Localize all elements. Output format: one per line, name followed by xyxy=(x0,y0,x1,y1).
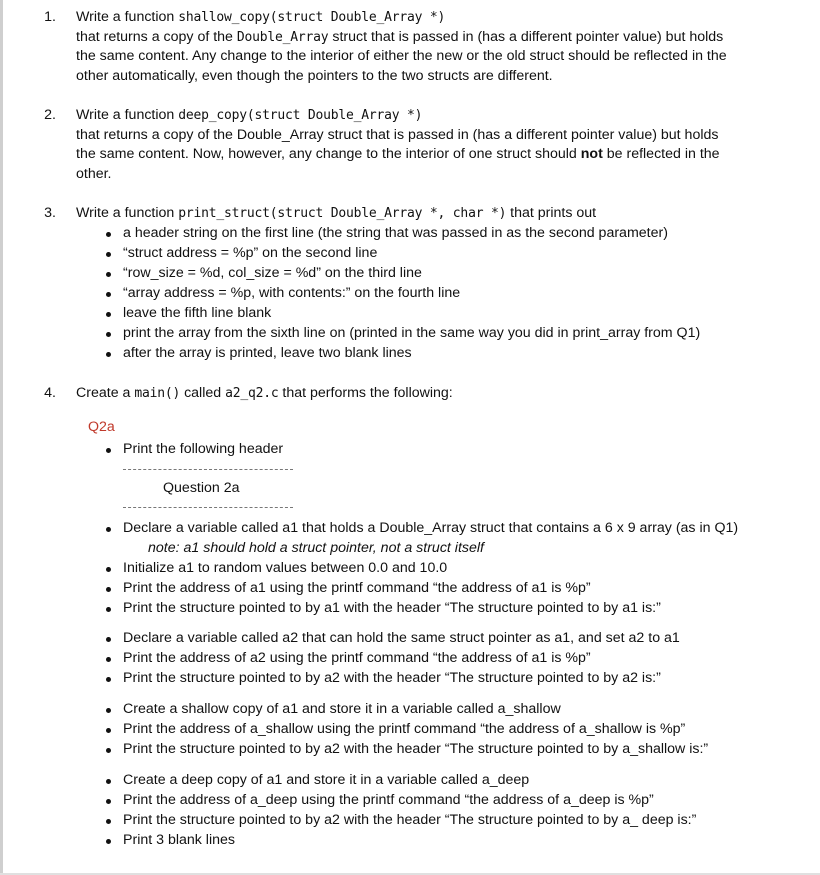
q4-g1-item-2: Initialize a1 to random values between 0.0 and 10.0 xyxy=(123,560,448,576)
q4-note: note: a1 should hold a struct pointer, not a struct itself xyxy=(148,540,484,556)
q3-bullet-5: leave the fifth line blank xyxy=(123,305,272,321)
q4-line-1: Create a main() called a2_q2.c that performs the following: xyxy=(76,385,453,401)
q4-g1-item-3: Print the address of a1 using the printf command “the address of a1 is %p” xyxy=(123,580,591,596)
q3-bullet-2: “struct address = %p” on the second line xyxy=(123,245,378,261)
bullet-dot xyxy=(106,839,111,844)
q4-g4-item-3: Print the structure pointed to by a2 with the header “The structure pointed to by a_ deep is:” xyxy=(123,812,697,828)
bullet-dot xyxy=(106,677,111,682)
q2-line-4: other. xyxy=(76,166,112,182)
header-dashed-rule-top xyxy=(123,469,293,470)
bullet-dot xyxy=(106,567,111,572)
bullet-dot xyxy=(106,637,111,642)
bullet-dot xyxy=(106,607,111,612)
bullet-dot xyxy=(106,779,111,784)
q4-g2-item-3: Print the structure pointed to by a2 with the header “The structure pointed to by a2 is:” xyxy=(123,670,661,686)
q2-line-2: that returns a copy of the Double_Array struct that is passed in (has a different pointer value) but holds xyxy=(76,127,719,143)
q4-header-bullet: Print the following header xyxy=(123,441,284,457)
q4-g1-item-1: Declare a variable called a1 that holds a Double_Array struct that contains a 6 x 9 array (as in Q1) xyxy=(123,520,739,536)
q3-bullet-6: print the array from the sixth line on (printed in the same way you did in print_array from Q1) xyxy=(123,325,701,341)
q4-g2-item-1: Declare a variable called a2 that can hold the same struct pointer as a1, and set a2 to a1 xyxy=(123,630,680,646)
bullet-dot xyxy=(106,657,111,662)
bullet-dot xyxy=(106,527,111,532)
q3-bullet-1: a header string on the first line (the string that was passed in as the second parameter) xyxy=(123,225,668,241)
q4-g3-item-1: Create a shallow copy of a1 and store it in a variable called a_shallow xyxy=(123,701,561,717)
q1-line-3: the same content. Any change to the interior of either the new or the old struct should be reflected in the xyxy=(76,48,727,64)
q2-line-1: Write a function deep_copy(struct Double_Array *) xyxy=(76,107,423,123)
page-left-border xyxy=(0,0,3,875)
q4-g4-item-4: Print 3 blank lines xyxy=(123,832,235,848)
q2a-label: Q2a xyxy=(88,419,115,435)
bullet-dot xyxy=(106,799,111,804)
q1-line-4: other automatically, even though the pointers to the two structs are different. xyxy=(76,68,553,84)
q1-line-2: that returns a copy of the Double_Array struct that is passed in (has a different pointer value) but holds xyxy=(76,29,724,45)
bullet-dot xyxy=(106,352,111,357)
q3-line-1: Write a function print_struct(struct Double_Array *, char *) that prints out xyxy=(76,205,597,221)
q4-g3-item-2: Print the address of a_shallow using the printf command “the address of a_shallow is %p” xyxy=(123,721,686,737)
q4-number: 4. xyxy=(44,385,56,401)
bullet-dot xyxy=(106,292,111,297)
bullet-dot xyxy=(106,252,111,257)
q1-number: 1. xyxy=(44,9,56,25)
bullet-dot xyxy=(106,728,111,733)
q4-g1-item-4: Print the structure pointed to by a1 with the header “The structure pointed to by a1 is:” xyxy=(123,600,661,616)
header-dashed-rule-bottom xyxy=(123,507,293,508)
q3-bullet-4: “array address = %p, with contents:” on the fourth line xyxy=(123,285,461,301)
q4-g4-item-1: Create a deep copy of a1 and store it in a variable called a_deep xyxy=(123,772,530,788)
bullet-dot xyxy=(106,819,111,824)
q2-number: 2. xyxy=(44,107,56,123)
bullet-dot xyxy=(106,708,111,713)
header-text: Question 2a xyxy=(163,480,240,496)
q3-bullet-7: after the array is printed, leave two blank lines xyxy=(123,345,412,361)
bullet-dot xyxy=(106,332,111,337)
q4-g2-item-2: Print the address of a2 using the printf command “the address of a1 is %p” xyxy=(123,650,591,666)
q4-g3-item-3: Print the structure pointed to by a2 with the header “The structure pointed to by a_shallow is:” xyxy=(123,741,709,757)
bullet-dot xyxy=(106,748,111,753)
bullet-dot xyxy=(106,587,111,592)
bullet-dot xyxy=(106,448,111,453)
q1-line-1: Write a function shallow_copy(struct Double_Array *) xyxy=(76,9,446,25)
q4-g4-item-2: Print the address of a_deep using the printf command “the address of a_deep is %p” xyxy=(123,792,654,808)
bullet-dot xyxy=(106,232,111,237)
q2-line-3: the same content. Now, however, any change to the interior of one struct should not be reflected in the xyxy=(76,146,720,162)
q3-number: 3. xyxy=(44,205,56,221)
bullet-dot xyxy=(106,272,111,277)
q3-bullet-3: “row_size = %d, col_size = %d” on the third line xyxy=(123,265,422,281)
bullet-dot xyxy=(106,312,111,317)
